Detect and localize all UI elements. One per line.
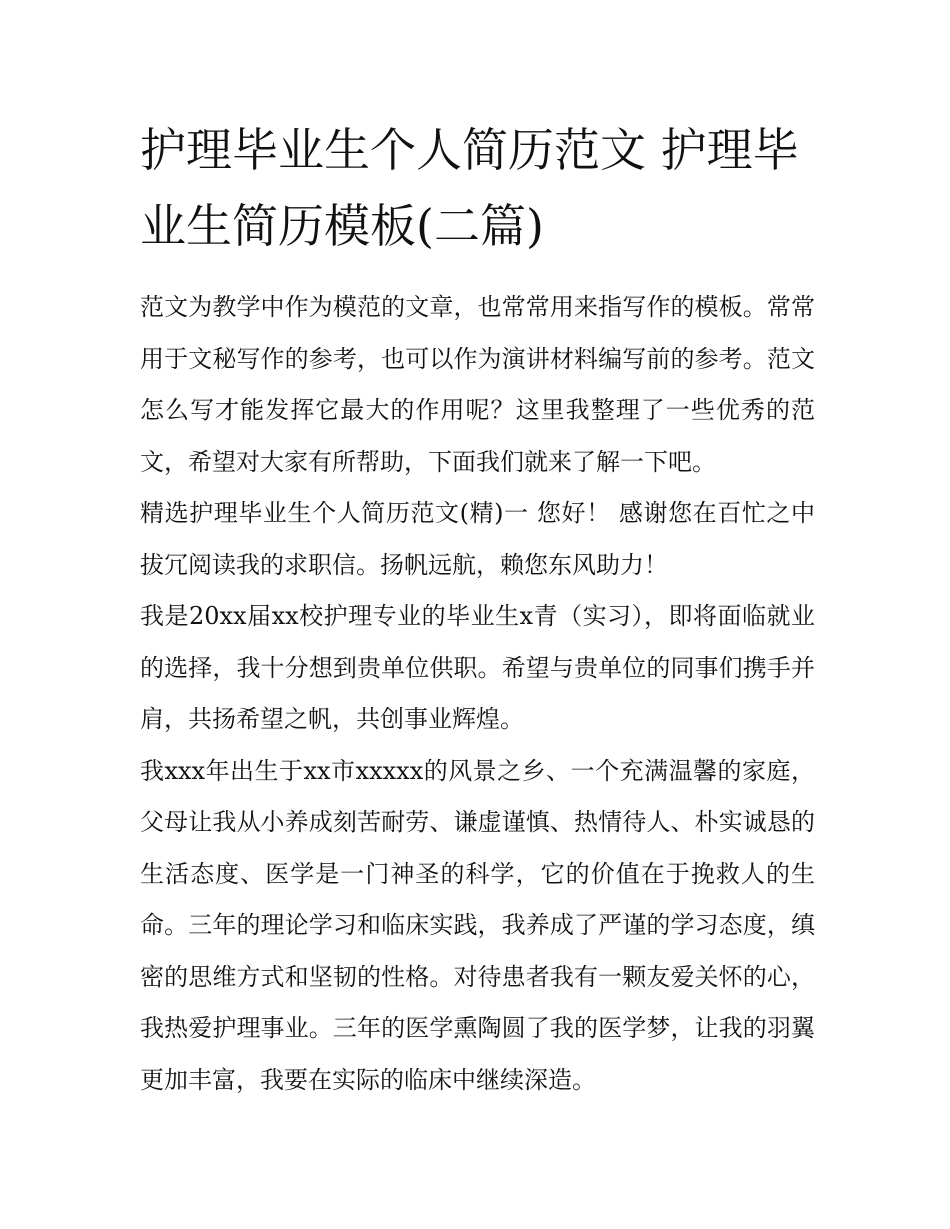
paragraph-background: 我xxx年出生于xx市xxxxx的风景之乡、一个充满温馨的家庭，父母让我从小养成刻苦耐劳、谦虚谨慎、热情待人、朴实诚恳的生活态度、医学是一门神圣的科学，它的价值在于挽救人的生命。三年的理论学习和临床实践，我养成了严谨的学习态度，缜密的思维方式和坚韧的性格。对待患者我有一颗友爱关怀的心，我热爱护理事业。三年的医学熏陶圆了我的医学梦，让我的羽翼更加丰富，我要在实际的临床中继续深造。 <box>140 756 815 1094</box>
paragraph-self-introduction: 我是20xx届xx校护理专业的毕业生x青（实习），即将面临就业的选择，我十分想到贵单位供职。希望与贵单位的同事们携手并肩，共扬希望之帆，共创事业辉煌。 <box>140 602 815 733</box>
document-body <box>140 282 815 1106</box>
paragraph-intro: 范文为教学中作为模范的文章，也常常用来指写作的模板。常常用于文秘写作的参考，也可以作为演讲材料编写前的参考。范文怎么写才能发挥它最大的作用呢？这里我整理了一些优秀的范文，希望对大家有所帮助，下面我们就来了解一下吧。 <box>140 293 815 476</box>
document-title: 护理毕业生个人简历范文 护理毕业生简历模板(二篇) <box>140 123 799 253</box>
document-content <box>140 112 815 1106</box>
paragraph-greeting: 精选护理毕业生个人简历范文(精)一 您好！ 感谢您在百忙之中拔冗阅读我的求职信。扬帆远航，赖您东风助力！ <box>140 499 815 579</box>
